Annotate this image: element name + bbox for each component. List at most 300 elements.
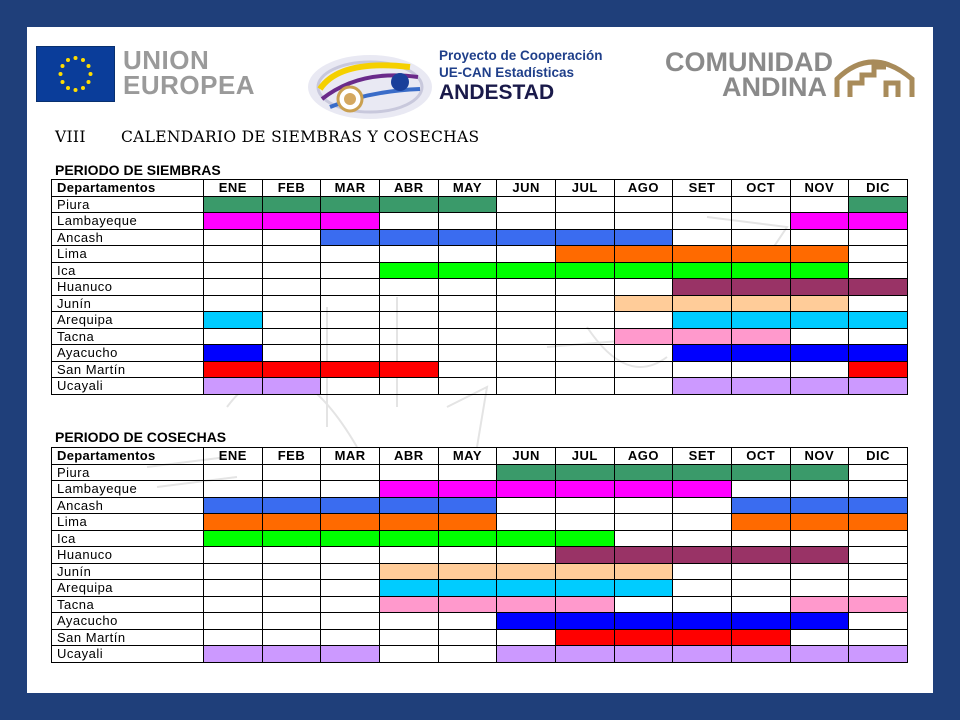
active-month-cell [673,312,732,329]
empty-month-cell [438,646,497,663]
siembras-title: PERIODO DE SIEMBRAS [55,162,221,178]
table-row [52,378,908,395]
active-month-cell [673,328,732,345]
empty-month-cell [262,345,321,362]
empty-month-cell [497,312,556,329]
empty-month-cell [379,213,438,230]
active-month-cell [673,262,732,279]
active-month-cell [614,295,673,312]
empty-month-cell [731,563,790,580]
empty-month-cell [379,547,438,564]
active-month-cell [204,361,263,378]
header-month: MAR [321,180,380,197]
active-month-cell [614,464,673,481]
header-departamentos: Departamentos [52,180,204,197]
active-month-cell [614,563,673,580]
empty-month-cell [379,328,438,345]
empty-month-cell [438,464,497,481]
header-month: NOV [790,448,849,465]
active-month-cell [204,345,263,362]
empty-month-cell [438,547,497,564]
active-month-cell [614,629,673,646]
empty-month-cell [555,361,614,378]
active-month-cell [731,629,790,646]
active-month-cell [673,646,732,663]
empty-month-cell [262,328,321,345]
active-month-cell [321,229,380,246]
table-row [52,246,908,263]
active-month-cell [555,481,614,498]
empty-month-cell [321,613,380,630]
empty-month-cell [497,345,556,362]
empty-month-cell [438,613,497,630]
empty-month-cell [849,547,908,564]
active-month-cell [321,646,380,663]
department-name: Junín [52,563,204,580]
active-month-cell [731,345,790,362]
active-month-cell [555,580,614,597]
header-month: OCT [731,180,790,197]
project-line1: Proyecto de Cooperación [439,48,603,63]
active-month-cell [497,481,556,498]
active-month-cell [262,361,321,378]
empty-month-cell [497,514,556,531]
header-month: FEB [262,448,321,465]
active-month-cell [731,246,790,263]
active-month-cell [614,646,673,663]
active-month-cell [379,497,438,514]
table-row [52,213,908,230]
empty-month-cell [614,196,673,213]
empty-month-cell [497,295,556,312]
empty-month-cell [614,596,673,613]
empty-month-cell [321,262,380,279]
active-month-cell [790,213,849,230]
empty-month-cell [614,497,673,514]
department-name: Tacna [52,596,204,613]
active-month-cell [790,378,849,395]
empty-month-cell [673,497,732,514]
empty-month-cell [497,361,556,378]
empty-month-cell [204,262,263,279]
empty-month-cell [555,514,614,531]
table-row [52,312,908,329]
empty-month-cell [849,328,908,345]
table-row [52,196,908,213]
empty-month-cell [262,229,321,246]
empty-month-cell [849,613,908,630]
header-month: ENE [204,180,263,197]
table-row [52,530,908,547]
active-month-cell [731,613,790,630]
empty-month-cell [731,213,790,230]
empty-month-cell [262,246,321,263]
active-month-cell [555,646,614,663]
active-month-cell [497,229,556,246]
empty-month-cell [321,629,380,646]
active-month-cell [849,378,908,395]
active-month-cell [673,295,732,312]
empty-month-cell [673,596,732,613]
active-month-cell [790,464,849,481]
active-month-cell [555,629,614,646]
active-month-cell [204,514,263,531]
department-name: Ayacucho [52,613,204,630]
table-row [52,613,908,630]
empty-month-cell [555,295,614,312]
empty-month-cell [321,580,380,597]
active-month-cell [790,262,849,279]
active-month-cell [731,497,790,514]
empty-month-cell [204,547,263,564]
active-month-cell [673,613,732,630]
department-name: Tacna [52,328,204,345]
active-month-cell [673,481,732,498]
header-month: JUN [497,180,556,197]
empty-month-cell [849,262,908,279]
active-month-cell [438,596,497,613]
active-month-cell [614,613,673,630]
empty-month-cell [262,563,321,580]
active-month-cell [555,229,614,246]
empty-month-cell [379,246,438,263]
department-name: San Martín [52,629,204,646]
eu-wordmark [123,45,256,100]
eu-flag-logo [36,46,115,102]
active-month-cell [204,213,263,230]
active-month-cell [790,547,849,564]
empty-month-cell [790,328,849,345]
active-month-cell [731,279,790,296]
header-month: JUL [555,448,614,465]
department-name: Ancash [52,229,204,246]
active-month-cell [204,312,263,329]
header-month: MAY [438,180,497,197]
empty-month-cell [204,246,263,263]
active-month-cell [731,464,790,481]
active-month-cell [555,613,614,630]
header-month: JUL [555,180,614,197]
empty-month-cell [849,629,908,646]
empty-month-cell [379,629,438,646]
active-month-cell [790,279,849,296]
can-line2: ANDINA [722,72,827,102]
cosechas-title: PERIODO DE COSECHAS [55,429,227,445]
table-header-row [52,180,908,197]
empty-month-cell [262,596,321,613]
active-month-cell [849,497,908,514]
active-month-cell [555,547,614,564]
table-row [52,646,908,663]
empty-month-cell [497,246,556,263]
active-month-cell [849,646,908,663]
header-month: DIC [849,448,908,465]
empty-month-cell [614,514,673,531]
active-month-cell [438,580,497,597]
table-row [52,481,908,498]
empty-month-cell [321,312,380,329]
empty-month-cell [849,246,908,263]
empty-month-cell [321,481,380,498]
empty-month-cell [555,345,614,362]
empty-month-cell [555,497,614,514]
empty-month-cell [262,312,321,329]
active-month-cell [731,295,790,312]
active-month-cell [790,613,849,630]
active-month-cell [321,361,380,378]
empty-month-cell [849,580,908,597]
empty-month-cell [731,580,790,597]
active-month-cell [497,646,556,663]
header-month: MAY [438,448,497,465]
table-row [52,279,908,296]
active-month-cell [790,312,849,329]
empty-month-cell [262,580,321,597]
empty-month-cell [790,563,849,580]
department-name: Lambayeque [52,213,204,230]
active-month-cell [673,246,732,263]
empty-month-cell [204,629,263,646]
empty-month-cell [379,312,438,329]
project-line2: UE-CAN Estadísticas [439,65,575,80]
table-row [52,361,908,378]
active-month-cell [379,580,438,597]
header-month: FEB [262,180,321,197]
empty-month-cell [497,279,556,296]
empty-month-cell [321,596,380,613]
empty-month-cell [438,312,497,329]
active-month-cell [555,530,614,547]
empty-month-cell [262,262,321,279]
active-month-cell [204,196,263,213]
empty-month-cell [321,464,380,481]
active-month-cell [379,563,438,580]
active-month-cell [262,213,321,230]
active-month-cell [790,246,849,263]
active-month-cell [321,514,380,531]
empty-month-cell [379,295,438,312]
empty-month-cell [555,378,614,395]
empty-month-cell [614,279,673,296]
slide [27,27,933,693]
empty-month-cell [555,196,614,213]
empty-month-cell [438,328,497,345]
empty-month-cell [849,464,908,481]
department-name: Ica [52,262,204,279]
active-month-cell [438,481,497,498]
active-month-cell [849,596,908,613]
active-month-cell [790,596,849,613]
active-month-cell [262,646,321,663]
empty-month-cell [673,196,732,213]
empty-month-cell [614,213,673,230]
table-row [52,345,908,362]
empty-month-cell [204,563,263,580]
empty-month-cell [614,345,673,362]
active-month-cell [497,464,556,481]
active-month-cell [321,497,380,514]
empty-month-cell [849,229,908,246]
empty-month-cell [262,613,321,630]
active-month-cell [379,262,438,279]
header-month: SET [673,448,732,465]
header-month: ENE [204,448,263,465]
department-name: Arequipa [52,312,204,329]
active-month-cell [555,563,614,580]
active-month-cell [614,229,673,246]
active-month-cell [379,229,438,246]
department-name: Arequipa [52,580,204,597]
active-month-cell [731,312,790,329]
department-name: San Martín [52,361,204,378]
empty-month-cell [731,196,790,213]
active-month-cell [555,262,614,279]
active-month-cell [849,213,908,230]
cosechas-table [51,447,908,663]
empty-month-cell [438,378,497,395]
empty-month-cell [379,464,438,481]
active-month-cell [731,378,790,395]
empty-month-cell [204,481,263,498]
active-month-cell [497,530,556,547]
empty-month-cell [497,196,556,213]
header-month: JUN [497,448,556,465]
empty-month-cell [497,629,556,646]
empty-month-cell [790,481,849,498]
empty-month-cell [321,295,380,312]
empty-month-cell [379,646,438,663]
active-month-cell [731,547,790,564]
empty-month-cell [673,213,732,230]
can-wordmark [665,47,833,102]
empty-month-cell [790,530,849,547]
active-month-cell [321,196,380,213]
active-month-cell [438,497,497,514]
active-month-cell [438,262,497,279]
department-name: Ica [52,530,204,547]
empty-month-cell [555,279,614,296]
empty-month-cell [849,563,908,580]
project-line3: ANDESTAD [439,81,555,104]
active-month-cell [379,530,438,547]
active-month-cell [379,596,438,613]
active-month-cell [849,361,908,378]
empty-month-cell [262,481,321,498]
active-month-cell [204,497,263,514]
empty-month-cell [321,279,380,296]
empty-month-cell [204,464,263,481]
active-month-cell [731,328,790,345]
header-month: OCT [731,448,790,465]
active-month-cell [849,279,908,296]
empty-month-cell [849,295,908,312]
empty-month-cell [731,229,790,246]
active-month-cell [379,481,438,498]
empty-month-cell [262,464,321,481]
table-row [52,262,908,279]
empty-month-cell [204,279,263,296]
table-row [52,547,908,564]
empty-month-cell [849,530,908,547]
active-month-cell [497,580,556,597]
empty-month-cell [673,514,732,531]
empty-month-cell [262,629,321,646]
project-title [439,47,603,105]
empty-month-cell [321,563,380,580]
empty-month-cell [673,530,732,547]
table-row [52,514,908,531]
active-month-cell [438,196,497,213]
table-row [52,596,908,613]
department-name: Lima [52,246,204,263]
active-month-cell [849,345,908,362]
header-month: NOV [790,180,849,197]
active-month-cell [790,514,849,531]
active-month-cell [204,646,263,663]
empty-month-cell [849,481,908,498]
department-name: Piura [52,464,204,481]
active-month-cell [321,530,380,547]
active-month-cell [673,345,732,362]
active-month-cell [614,481,673,498]
active-month-cell [438,563,497,580]
active-month-cell [731,646,790,663]
empty-month-cell [497,213,556,230]
active-month-cell [790,295,849,312]
empty-month-cell [204,596,263,613]
active-month-cell [849,514,908,531]
active-month-cell [614,262,673,279]
active-month-cell [673,378,732,395]
active-month-cell [673,629,732,646]
empty-month-cell [204,295,263,312]
empty-month-cell [555,213,614,230]
active-month-cell [204,530,263,547]
department-name: Piura [52,196,204,213]
empty-month-cell [497,378,556,395]
active-month-cell [673,464,732,481]
header-month: AGO [614,180,673,197]
empty-month-cell [262,295,321,312]
department-name: Huanuco [52,279,204,296]
active-month-cell [555,596,614,613]
active-month-cell [262,530,321,547]
section-heading [55,128,479,146]
empty-month-cell [673,580,732,597]
active-month-cell [438,229,497,246]
empty-month-cell [790,361,849,378]
active-month-cell [262,497,321,514]
header-month: ABR [379,448,438,465]
table-row [52,629,908,646]
empty-month-cell [673,229,732,246]
header-month: SET [673,180,732,197]
active-month-cell [614,246,673,263]
empty-month-cell [790,629,849,646]
active-month-cell [497,613,556,630]
active-month-cell [379,514,438,531]
empty-month-cell [614,530,673,547]
empty-month-cell [790,229,849,246]
empty-month-cell [438,295,497,312]
empty-month-cell [731,596,790,613]
active-month-cell [555,246,614,263]
empty-month-cell [790,580,849,597]
active-month-cell [849,196,908,213]
active-month-cell [379,361,438,378]
empty-month-cell [438,213,497,230]
header-month: MAR [321,448,380,465]
